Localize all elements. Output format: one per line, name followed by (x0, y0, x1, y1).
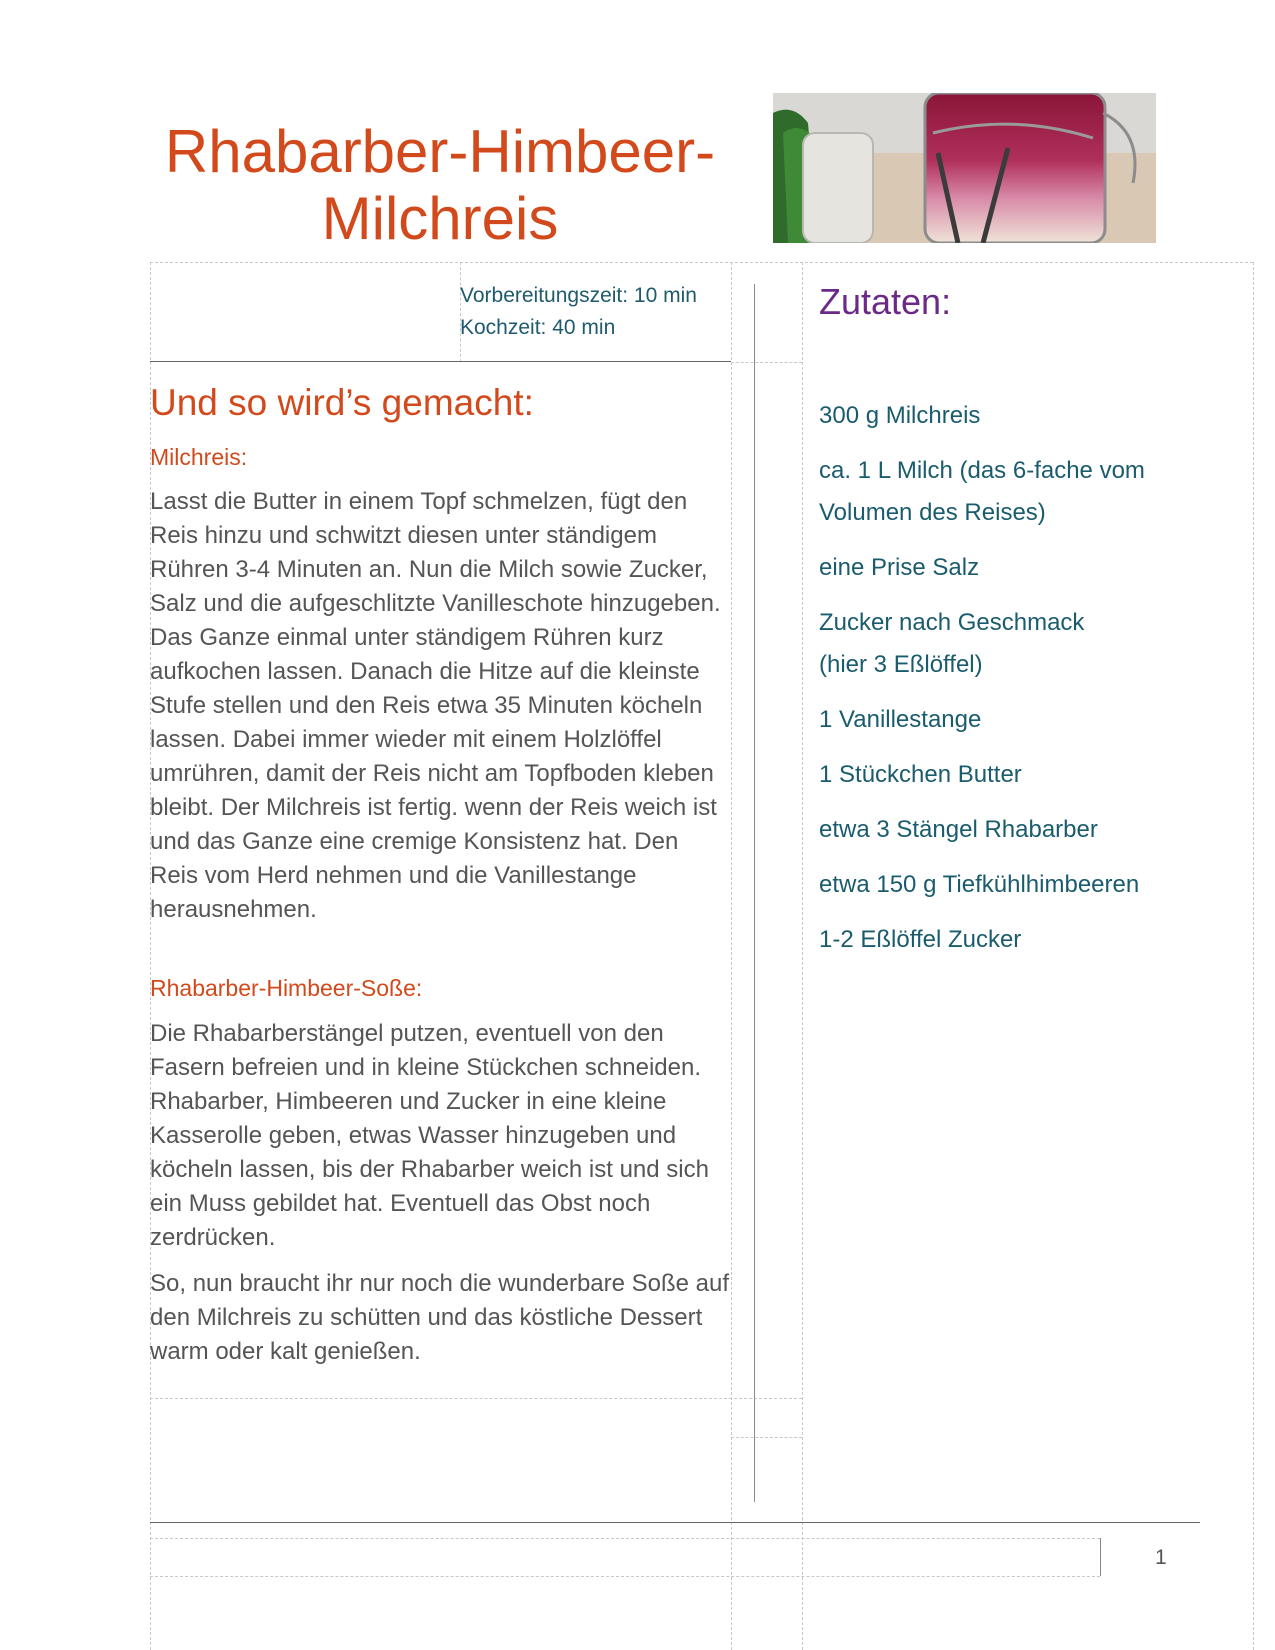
ingredient-item: 1 Stückchen Butter (819, 761, 1022, 788)
column-divider (754, 284, 755, 1502)
recipe-photo (773, 93, 1156, 243)
page-number: 1 (1155, 1546, 1167, 1569)
title-line-1: Rhabarber-Himbeer- (164, 118, 716, 185)
instructions-heading: Und so wird’s gemacht: (150, 382, 534, 423)
gridline (150, 1576, 1100, 1577)
gridline (150, 262, 1253, 263)
sauce-text: Die Rhabarberstängel putzen, eventuell von den Fasern befreien und in kleine Stückchen schneiden. Rhabarber, Himbeeren und Zucker in eine kleine Kasserolle geben, etwas Wasser hinzugeben und köcheln lassen, bis der Rhabarber weich ist und sich ein Muss gebildet hat. Eventuell das Obst noch zerdrücken. (150, 1020, 709, 1251)
ingredients-heading: Zutaten: (819, 281, 952, 322)
gridline (731, 362, 802, 363)
milchreis-heading: Milchreis: (150, 444, 248, 470)
gridline (1253, 262, 1254, 1650)
ingredient-item: ca. 1 L Milch (das 6-fache vom Volumen des Reises) (819, 457, 1145, 526)
ingredient-item: 300 g Milchreis (819, 402, 981, 429)
photo-icon (773, 93, 1156, 243)
header-rule (150, 361, 731, 362)
ingredient-item: 1 Vanillestange (819, 706, 982, 733)
ingredients-list (819, 395, 1229, 974)
milchreis-text: Lasst die Butter in einem Topf schmelzen, fügt den Reis hinzu und schwitzt diesen unter ständigem Rühren 3-4 Minuten an. Nun die Milch sowie Zucker, Salz und die aufgeschlitzte Vanilleschote hinzugeben. Das Ganze einmal unter ständigem Rühren kurz aufkochen lassen. Danach die Hitze auf die kleinste Stufe stellen und den Reis etwa 35 Minuten köcheln lassen. Dabei immer wieder mit einem Holzlöffel umrühren, damit der Reis nicht am Topfboden kleben bleibt. Der Milchreis ist fertig. wenn der Reis weich ist und das Ganze eine cremige Konsistenz hat. Den Reis vom Herd nehmen und die Vanillestange herausnehmen. (150, 488, 721, 923)
ingredient-item: Zucker nach Geschmack (hier 3 Eßlöffel) (819, 609, 1085, 678)
gridline (150, 1538, 1100, 1539)
final-text: So, nun braucht ihr nur noch die wunderbare Soße auf den Milchreis zu schütten und das köstliche Dessert warm oder kalt genießen. (150, 1270, 730, 1365)
ingredient-item: eine Prise Salz (819, 554, 980, 581)
footer-rule (150, 1522, 1200, 1523)
gridline (150, 1398, 802, 1399)
sauce-heading: Rhabarber-Himbeer-Soße: (150, 975, 423, 1001)
page-title (140, 118, 740, 252)
page-number-divider (1100, 1538, 1101, 1576)
time-info (460, 280, 697, 344)
prep-time: Vorbereitungszeit: 10 min (460, 284, 697, 307)
title-line-2: Milchreis (321, 185, 559, 252)
ingredient-item: etwa 3 Stängel Rhabarber (819, 816, 1098, 843)
gridline (731, 1437, 802, 1438)
ingredient-item: etwa 150 g Tiefkühlhimbeeren (819, 871, 1140, 898)
ingredient-item: 1-2 Eßlöffel Zucker (819, 926, 1022, 953)
gridline (731, 262, 732, 1650)
gridline (802, 262, 803, 1650)
cook-time: Kochzeit: 40 min (460, 316, 616, 339)
